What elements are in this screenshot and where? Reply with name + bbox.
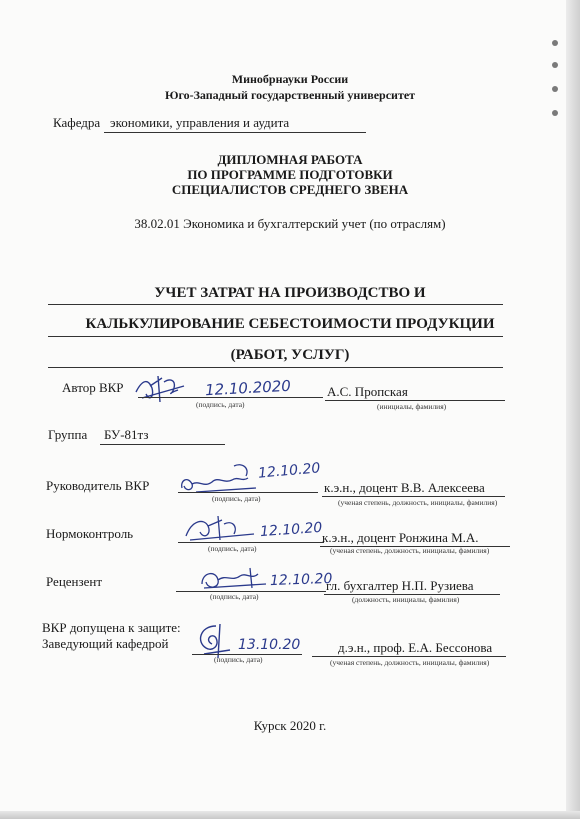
reviewer-signature: [196, 562, 276, 594]
admission-cap-name: (ученая степень, должность, инициалы, фамилия): [330, 658, 490, 667]
supervisor-cap-name: (ученая степень, должность, инициалы, фамилия): [338, 498, 498, 507]
author-signature: [132, 372, 192, 406]
topic-line1: УЧЕТ ЗАТРАТ НА ПРОИЗВОДСТВО И: [154, 285, 426, 301]
normcontrol-cap-name: (ученая степень, должность, инициалы, фамилия): [330, 546, 490, 555]
supervisor-cap-sign: (подпись, дата): [212, 494, 261, 503]
admission-label: Заведующий кафедрой: [42, 636, 169, 651]
scan-edge-bottom: [0, 811, 580, 819]
supervisor-date: 12.10.20: [257, 460, 321, 482]
binder-hole: [552, 40, 558, 46]
group-label: Группа: [48, 427, 88, 442]
department-underline: [104, 132, 366, 133]
work-type-line3: СПЕЦИАЛИСТОВ СРЕДНЕГО ЗВЕНА: [171, 182, 409, 197]
specialty: 38.02.01 Экономика и бухгалтерский учет (по отраслям): [134, 216, 446, 231]
topic-line2: КАЛЬКУЛИРОВАНИЕ СЕБЕСТОИМОСТИ ПРОДУКЦИИ: [85, 316, 495, 332]
topic-underline2: [48, 336, 503, 337]
scan-edge-right: [566, 0, 580, 819]
binder-hole: [552, 86, 558, 92]
normcontrol-sign-line: [178, 542, 324, 543]
group-value: БУ-81тз: [104, 427, 149, 442]
reviewer-date: 12.10.20: [269, 570, 333, 590]
binder-hole: [552, 62, 558, 68]
author-name-line: [325, 400, 505, 401]
supervisor-name: к.э.н., доцент В.В. Алексеева: [324, 480, 485, 495]
binder-hole: [552, 110, 558, 116]
author-date: 12.10.2020: [204, 376, 292, 400]
work-type-line1: ДИПЛОМНАЯ РАБОТА: [217, 152, 363, 167]
author-sign-line: [138, 397, 323, 398]
author-cap-name: (инициалы, фамилия): [377, 402, 447, 411]
normcontrol-name: к.э.н., доцент Ронжина М.А.: [322, 530, 479, 545]
department-value: экономики, управления и аудита: [110, 115, 290, 130]
normcontrol-label: Нормоконтроль: [46, 526, 134, 541]
university-name: Юго-Западный государственный университет: [164, 88, 416, 102]
city-year: Курск 2020 г.: [253, 718, 327, 733]
normcontrol-signature: [178, 510, 268, 546]
author-name: А.С. Пропская: [327, 384, 408, 399]
reviewer-cap-sign: (подпись, дата): [210, 592, 259, 601]
work-type-line2: ПО ПРОГРАММЕ ПОДГОТОВКИ: [187, 167, 393, 182]
admission-cap-sign: (подпись, дата): [214, 655, 263, 664]
supervisor-label: Руководитель ВКР: [46, 478, 150, 493]
reviewer-name: гл. бухгалтер Н.П. Рузиева: [326, 578, 474, 593]
topic-line3: (РАБОТ, УСЛУГ): [230, 347, 350, 363]
topic-underline3: [48, 367, 503, 368]
admission-name: д.э.н., проф. Е.А. Бессонова: [338, 640, 493, 655]
normcontrol-cap-sign: (подпись, дата): [208, 544, 257, 553]
group-underline: [100, 444, 225, 445]
normcontrol-date: 12.10.20: [259, 519, 323, 541]
supervisor-sign-line: [178, 492, 318, 493]
admission-line1: ВКР допущена к защите:: [42, 620, 181, 635]
author-label: Автор ВКР: [62, 380, 124, 395]
author-cap-sign: (подпись, дата): [196, 400, 245, 409]
ministry-name: Минобрнауки России: [231, 72, 349, 86]
department-label: Кафедра: [53, 115, 101, 130]
reviewer-cap-name: (должность, инициалы, фамилия): [352, 595, 460, 604]
admission-date: 13.10.20: [238, 637, 301, 653]
topic-underline1: [48, 304, 503, 305]
supervisor-name-line: [322, 496, 505, 497]
reviewer-label: Рецензент: [46, 574, 103, 589]
admission-name-line: [312, 656, 506, 657]
